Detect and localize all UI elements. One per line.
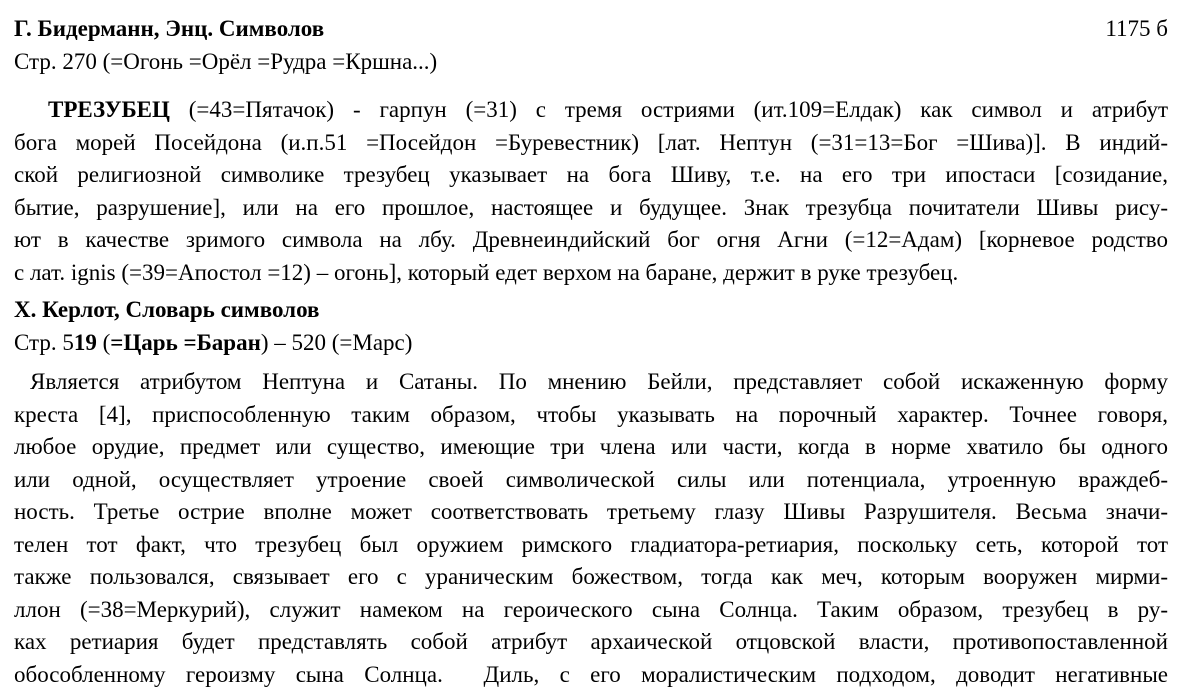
source-header-biedermann [14,13,1168,46]
text-segment: Стр. 5 [14,329,74,355]
text-segment: креста [4], приспособленную таким образом, чтобы указывать на порочный характер. Точнее говоря, [14,401,1168,427]
text-line [14,594,1168,627]
text-segment: с лат. ignis (=39=Апостол =12) – огонь], который едет верхом на баране, держит в руке трезубец. [14,259,959,285]
source-header-cirlot [14,294,1168,327]
text-line [14,127,1168,160]
text-line [14,464,1168,497]
text-segment: ) – 520 (=Марс) [260,329,413,355]
text-segment: (=43=Пятачок) - гарпун (=31) с тремя остриями (ит.109=Елдак) как символ и атрибут [169,97,1168,122]
text-line [14,46,1168,79]
text-segment: Стр. 270 (=Огонь =Орёл =Рудра =Кршна...) [14,48,438,74]
text-segment: 19 [73,329,97,355]
text-line [14,94,1168,127]
text-segment: ской религиозной символике трезубец указывает на бога Шиву, т.е. на его три ипостаси [созидание, [14,162,1168,187]
text-segment: телен тот факт, что трезубец был оружием римского гладиатора-ретиария, поскольку сеть, которой тот [14,531,1168,557]
text-segment: любое орудие, предмет или существо, имеющие три члена или части, когда в норме хватило бы одного [14,434,1168,459]
text-line [14,561,1168,594]
text-segment: бытие, разрушение], или на его прошлое, настоящее и будущее. Знак трезубца почитатели Шивы рису- [14,194,1168,220]
text-segment: ность. Третье острие вполне может соответствовать третьему глазу Шивы Разрушителя. Весьма значи- [14,499,1168,524]
text-line [14,431,1168,464]
page-ref-cirlot [14,327,1168,360]
text-line [14,366,1168,399]
text-line [14,529,1168,562]
source-title: Х. Керлот, Словарь символов [14,297,320,322]
text-line [14,224,1168,257]
text-segment: также пользовался, связывает его с ураническим божеством, тогда как меч, которым вооружен мирми- [14,564,1168,589]
text-segment: ТРЕЗУБЕЦ [48,97,170,122]
text-segment: =Царь =Баран [110,329,261,355]
text-line [14,257,1168,290]
text-line [14,496,1168,529]
text-line [14,159,1168,192]
page-number: 1175 б [1105,16,1168,41]
text-line [14,327,1168,360]
text-segment: ют в качестве зримого символа на лбу. Древнеиндийский бог огня Агни (=12=Адам) [корневое родство [14,227,1168,252]
text-segment: ках ретиария будет представлять собой атрибут архаической отцовской власти, противопоставленной [14,629,1168,654]
text-segment: бога морей Посейдона (и.п.51 =Посейдон =Буревестник) [лат. Нептун (=31=13=Бог =Шива)]. В индий- [14,129,1168,155]
text-line [14,659,1168,692]
text-segment: обособленному героизму сына Солнца. Диль, с его моралистическим подходом, доводит негативные [14,661,1168,687]
source-title: Г. Бидерманн, Энц. Символов [14,16,325,41]
paragraph-trident-biedermann [14,94,1168,289]
text-line [14,626,1168,659]
paragraph-trident-cirlot [14,366,1168,691]
text-line [14,399,1168,432]
text-segment: или одной, осуществляет утроение своей символической силы или потенциала, утроенную враждеб- [14,466,1168,492]
text-line [14,192,1168,225]
text-segment: ллон (=38=Меркурий), служит намеком на героического сына Солнца. Таким образом, трезубец в ру- [14,596,1168,622]
text-segment: ( [96,329,111,355]
page-ref-biedermann [14,46,1168,79]
text-segment: Является атрибутом Нептуна и Сатаны. По мнению Бейли, представляет собой искаженную форму [30,369,1168,394]
